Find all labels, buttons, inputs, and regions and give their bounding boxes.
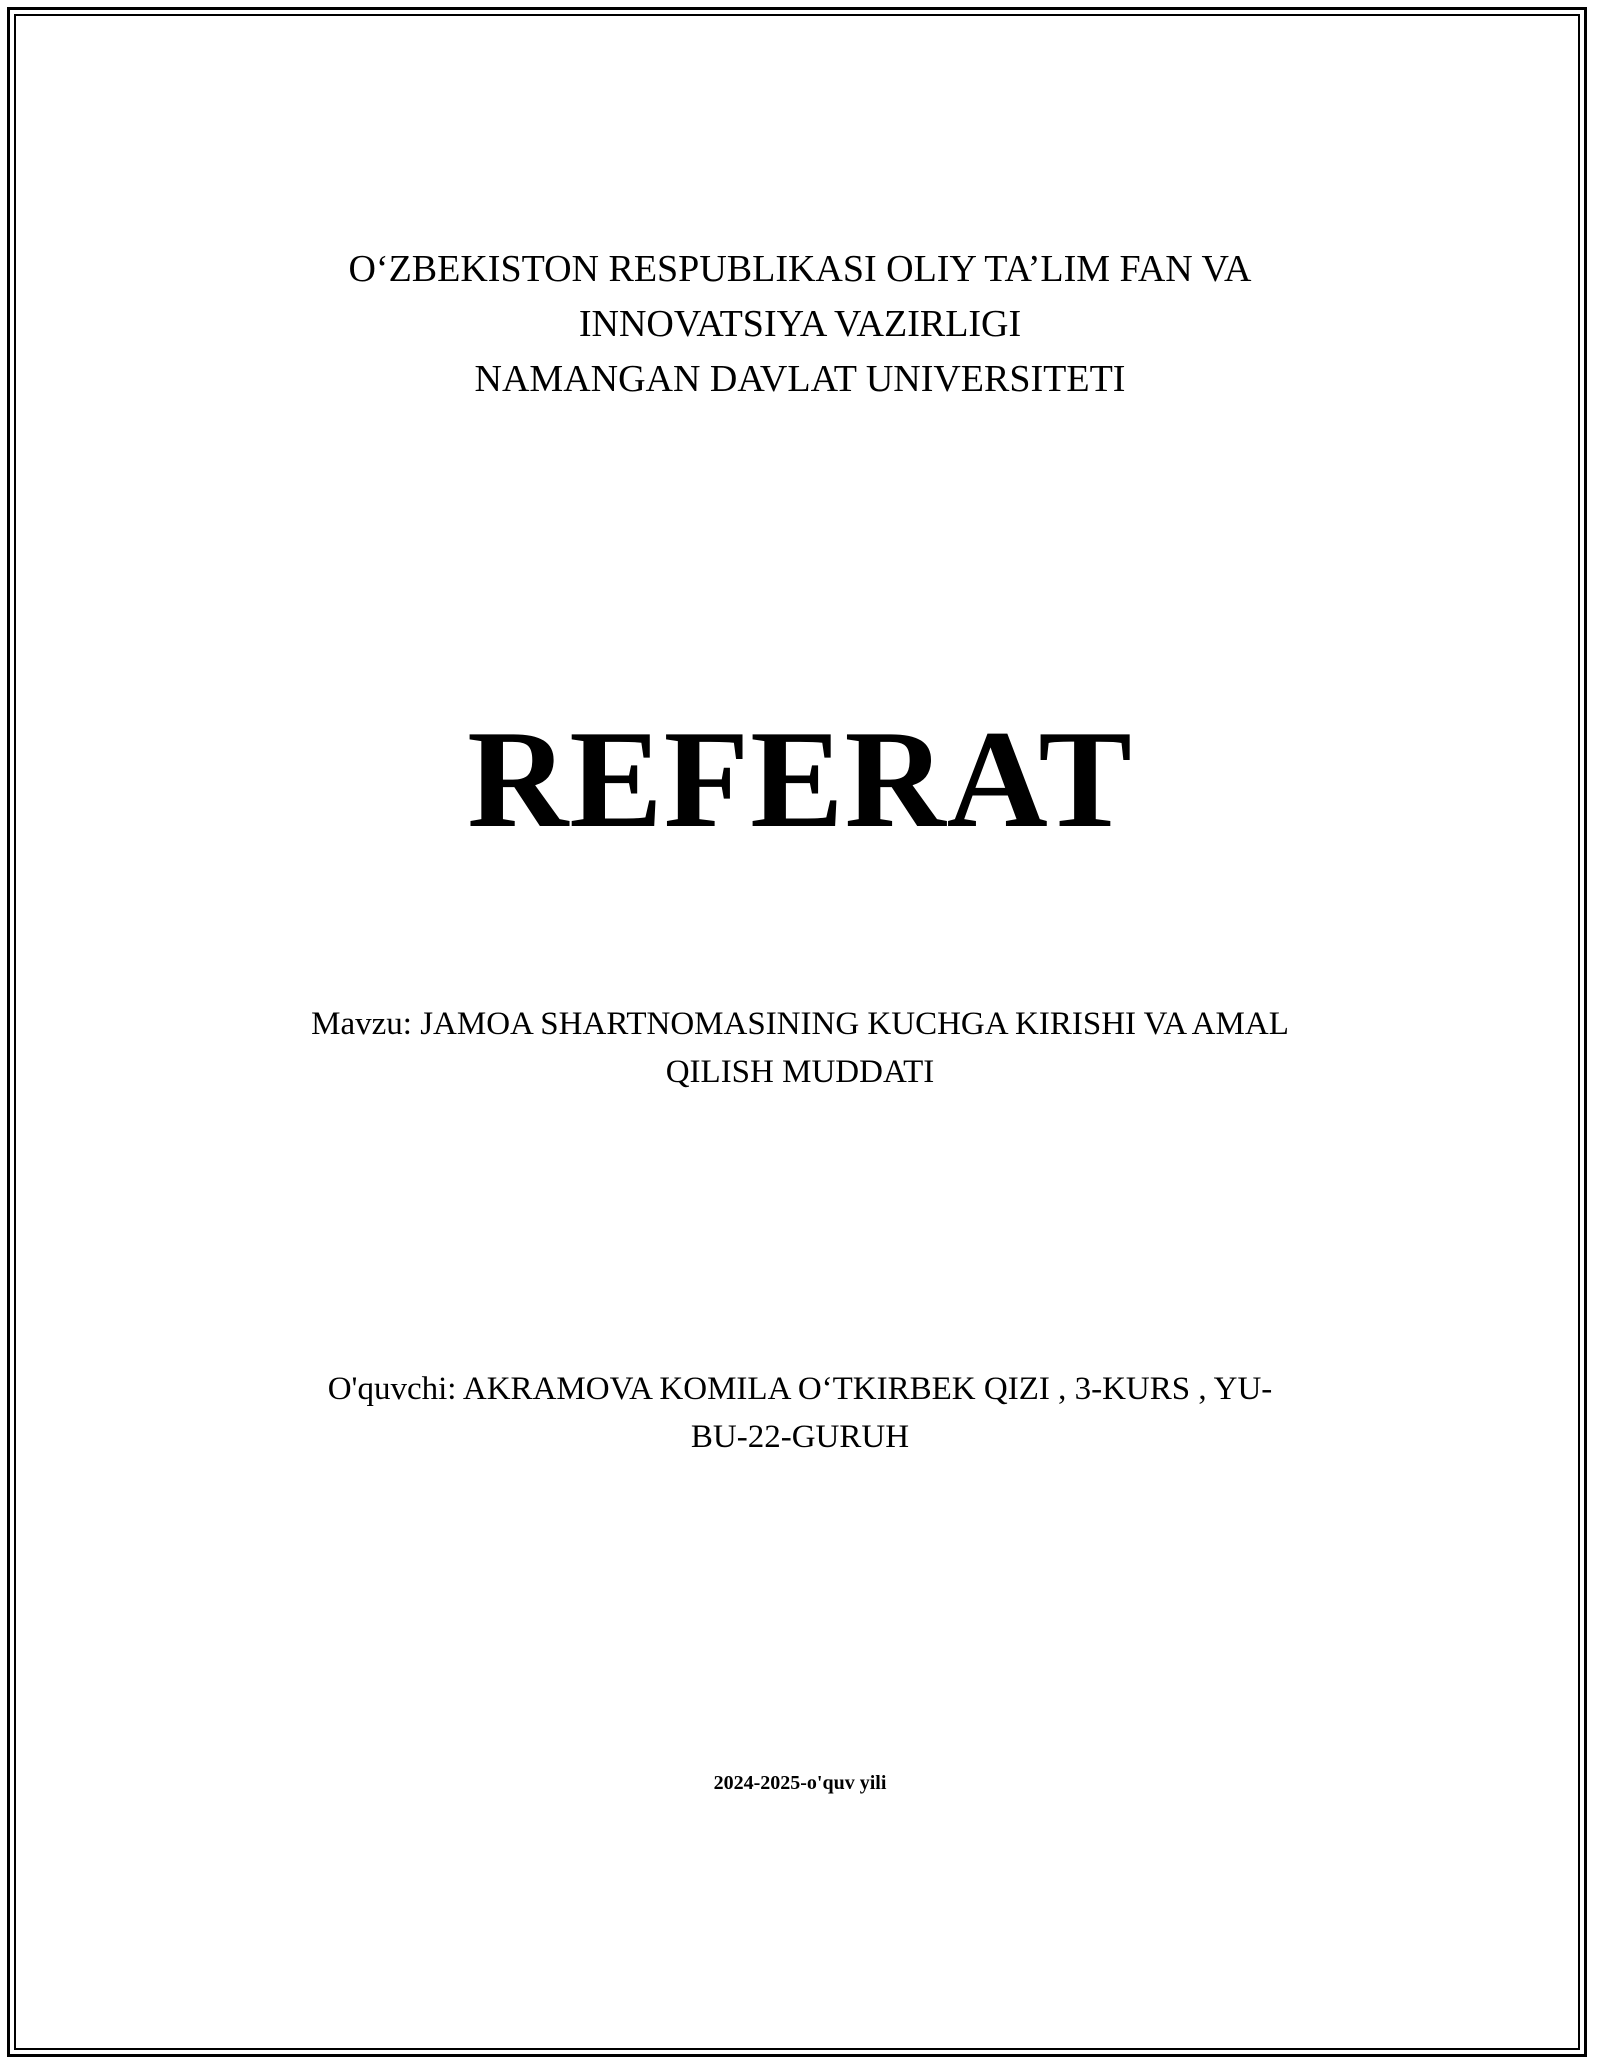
header-line-2: INNOVATSIYA VAZIRLIGI — [578, 303, 1022, 345]
topic-section — [0, 1000, 1600, 1096]
institution-header — [0, 242, 1600, 407]
student-line-1: O'quvchi: AKRAMOVA KOMILA O‘TKIRBEK QIZI , 3-KURS , YU- — [327, 1371, 1273, 1407]
topic-line-1: Mavzu: JAMOA SHARTNOMASINING KUCHGA KIRISHI VA AMAL — [311, 1006, 1289, 1042]
student-line-2: BU-22-GURUH — [690, 1419, 910, 1455]
document-title: REFERAT — [467, 702, 1133, 857]
header-line-1: O‘ZBEKISTON RESPUBLIKASI OLIY TA’LIM FAN VA — [348, 248, 1252, 290]
academic-year: 2024-2025-o'quv yili — [713, 1772, 887, 1794]
student-section — [0, 1365, 1600, 1461]
header-line-3: NAMANGAN DAVLAT UNIVERSITETI — [474, 358, 1126, 400]
topic-line-2: QILISH MUDDATI — [665, 1054, 935, 1090]
